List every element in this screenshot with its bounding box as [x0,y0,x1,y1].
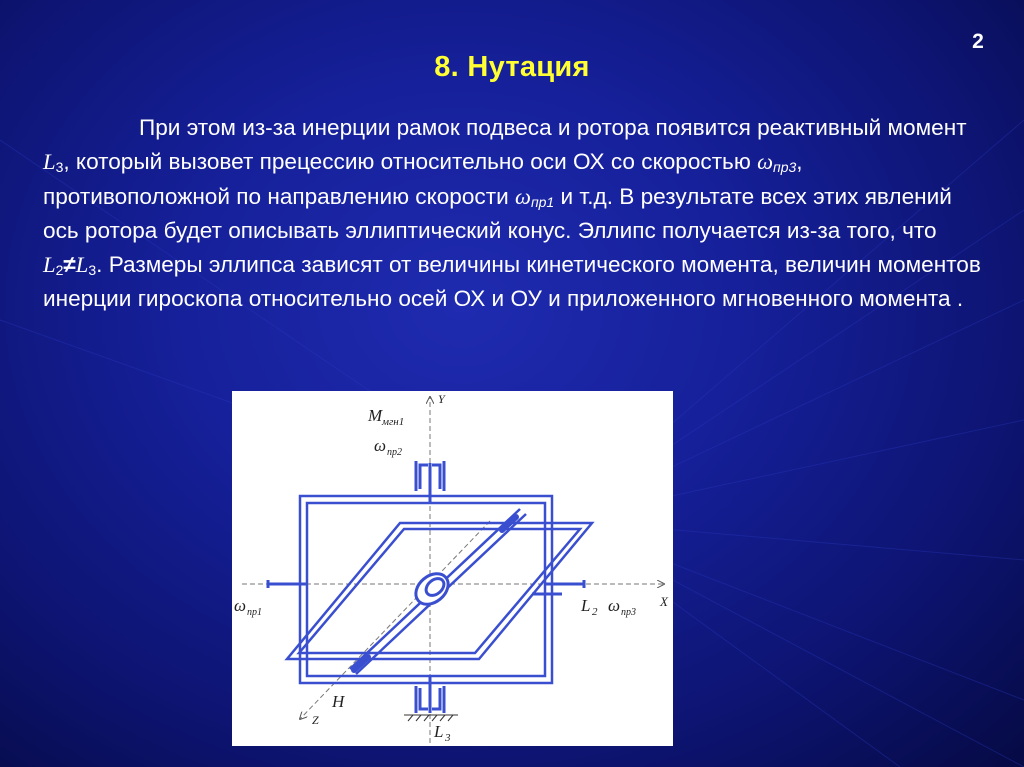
bottom-bearing [416,676,444,713]
label-omega-pr2-sub: пр2 [387,447,402,458]
label-omega-pr1: ω [234,596,247,615]
rotor-disc [410,567,454,610]
label-h: H [332,692,345,711]
slide-title: 8. Нутация [434,51,590,83]
coordinate-axes [242,397,664,743]
body-paragraph: При этом из-за инерции рамок подвеса и ротора появится реактивный момент $L_3$, который вызовет прецессию относительно оси ОХ со скоростью $\omega_{пр3}$, противоположной по направлению скорости $\omega_{пр1}$ и т.д. В результате всех этих явлений ось ротора будет описывать эллиптический конус. Эллипс получается из-за того, что $L_2\ne L_3$. Размеры эллипса зависят от величины кинетического момента, величин моментов инерции гироскопа относительно осей ОХ и ОУ и приложенного мгновенного момента . [43,115,981,312]
slide-number: 2 [972,30,984,53]
ground-hatch [404,715,458,721]
label-m-mgn-sub: мгн1 [382,416,405,428]
label-m-mgn: M [368,406,383,425]
label-l2: L [581,596,591,615]
label-omega-pr3-sub: пр3 [621,607,636,618]
label-axis-z: Z [312,713,319,727]
label-omega-pr2: ω [374,436,387,455]
label-omega-pr3: ω [608,596,621,615]
label-l2-sub: 2 [592,606,598,618]
label-omega-pr1-sub: пр1 [247,607,262,618]
label-l3: L [434,722,444,741]
label-axis-x: X [660,594,668,609]
label-axis-y: Y [438,392,445,406]
gyroscope-diagram [232,391,673,746]
label-l3-sub: 3 [445,732,451,744]
